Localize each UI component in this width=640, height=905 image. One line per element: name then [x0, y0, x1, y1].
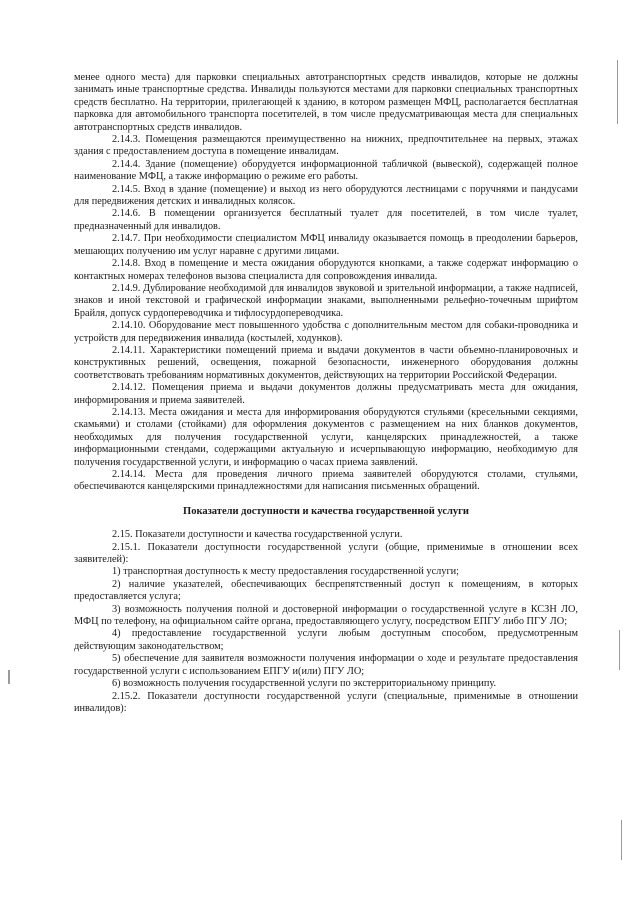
- scan-artifact-mark: [8, 670, 10, 684]
- paragraph: 2.14.10. Оборудование мест повышенного удобства с дополнительным местом для собаки-проводника и устройств для передвижения инвалида (костылей, ходунков).: [74, 320, 578, 344]
- paragraph: 2.14.3. Помещения размещаются преимущественно на нижних, предпочтительнее на первых, этажах здания с предоставлением доступа в помещение инвалидам.: [74, 134, 578, 158]
- paragraph: 2.14.11. Характеристики помещений приема и выдачи документов в части объемно-планировочных и конструктивных решений, освещения, пожарной безопасности, инженерного оборудования должны соответствовать требованиям нормативных документов, действующих на территории Российской Федерации.: [74, 344, 578, 381]
- paragraph: 2.14.12. Помещения приема и выдачи документов должны предусматривать места для ожидания, информирования и приема заявителей.: [74, 382, 578, 406]
- paragraph: 2.14.6. В помещении организуется бесплатный туалет для посетителей, в том числе туалет, предназначенный для инвалидов.: [74, 208, 578, 232]
- paragraph: 4) предоставление государственной услуги любым доступным способом, предусмотренным действующим законодательством;: [74, 628, 578, 652]
- paragraph: 2.14.9. Дублирование необходимой для инвалидов звуковой и зрительной информации, а также надписей, знаков и иной текстовой и графической информации знаками, выполненными рельефно-точечным шрифтом Брайля, допуск сурдопереводчика и тифлосурдопереводчика.: [74, 282, 578, 319]
- document-body: [74, 72, 578, 715]
- paragraph: 2.15.1. Показатели доступности государственной услуги (общие, применимые в отношении всех заявителей):: [74, 541, 578, 566]
- paragraph: 2.14.7. При необходимости специалистом МФЦ инвалиду оказывается помощь в преодолении барьеров, мешающих получению им услуг наравне с другими лицами.: [74, 233, 578, 257]
- paragraph: 2.14.4. Здание (помещение) оборудуется информационной табличкой (вывеской), содержащей полное наименование МФЦ, а также информацию о режиме его работы.: [74, 158, 578, 183]
- paragraph: 2) наличие указателей, обеспечивающих беспрепятственный доступ к помещениям, в которых предоставляется услуга;: [74, 578, 578, 603]
- scan-artifact-mark: [619, 630, 620, 670]
- paragraphs-top: [74, 72, 578, 494]
- scan-artifact-mark: [621, 820, 622, 860]
- paragraph: 3) возможность получения полной и достоверной информации о государственной услуге в КСЗН ЛО, МФЦ по телефону, на официальном сайте органа, предоставляющего услугу, посредством ЕПГУ либо ПГУ ЛО;: [74, 603, 578, 628]
- scan-artifact-mark: [617, 60, 618, 124]
- paragraphs-bottom: [74, 529, 578, 715]
- paragraph: 2.14.5. Вход в здание (помещение) и выход из него оборудуются лестницами с поручнями и пандусами для передвижения детских и инвалидных колясок.: [74, 183, 578, 208]
- paragraph: 5) обеспечение для заявителя возможности получения информации о ходе и результате предоставления государственной услуги с использованием ЕПГУ и(или) ПГУ ЛО;: [74, 653, 578, 677]
- section-heading: Показатели доступности и качества государственной услуги: [183, 505, 469, 517]
- paragraph: менее одного места) для парковки специальных автотранспортных средств инвалидов, которые не должны занимать иные транспортные средства. Инвалиды пользуются местами для парковки специальных транспортных средств бесплатно. На территории, прилегающей к зданию, в котором размещен МФЦ, располагается бесплатная парковка для автомобильного транспорта посетителей, в том числе предусматривающая места для специальных автотранспортных средств инвалидов.: [74, 72, 578, 133]
- paragraph: 2.14.14. Места для проведения личного приема заявителей оборудуются столами, стульями, обеспечиваются канцелярскими принадлежностями для написания письменных обращений.: [74, 469, 578, 493]
- paragraph: 6) возможность получения государственной услуги по экстерриториальному принципу.: [112, 678, 497, 690]
- paragraph: 2.14.8. Вход в помещение и места ожидания оборудуются кнопками, а также содержат информацию о контактных номерах телефонов вызова специалиста для сопровождения инвалида.: [74, 258, 578, 282]
- paragraph: 2.15.2. Показатели доступности государственной услуги (специальные, применимые в отношении инвалидов):: [74, 690, 578, 714]
- paragraph: 2.15. Показатели доступности и качества государственной услуги.: [112, 529, 403, 541]
- paragraph: 2.14.13. Места ожидания и места для информирования оборудуются стульями (кресельными секциями, скамьями) и столами (стойками) для оформления документов с размещением на них бланков документов, необходимых для получения государственной услуги, канцелярских принадлежностей, а также информационными стендами, содержащими актуальную и исчерпывающую информацию, необходимую для получения государственной услуги, и информацию о часах приема заявлений.: [74, 406, 578, 468]
- paragraph: 1) транспортная доступность к месту предоставления государственной услуги;: [112, 566, 460, 578]
